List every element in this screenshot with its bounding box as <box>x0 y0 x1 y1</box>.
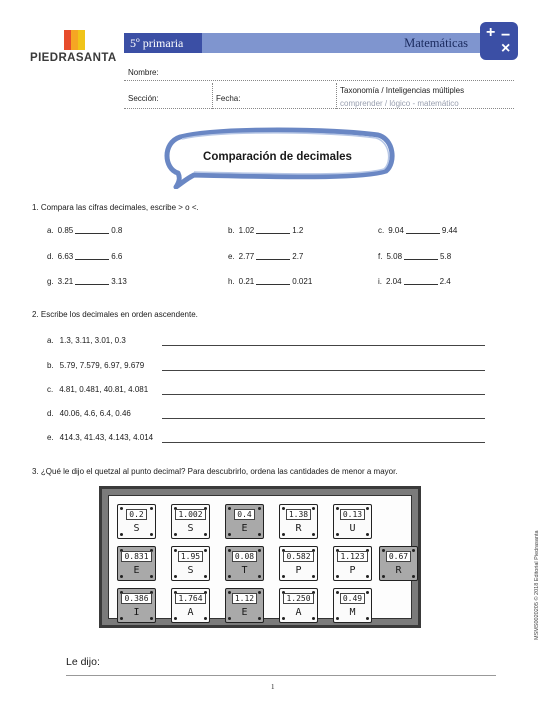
card-number: 1.123 <box>337 551 367 562</box>
item-label: h. <box>228 277 235 286</box>
left-value: 5.08 <box>386 252 403 261</box>
answer-line[interactable] <box>162 442 485 443</box>
answer-blank[interactable] <box>256 259 290 260</box>
right-value: 6.6 <box>111 252 123 261</box>
card-letter: S <box>187 565 194 576</box>
compare-item <box>47 252 122 261</box>
card-number: 0.386 <box>121 593 151 604</box>
card-number: 1.38 <box>286 509 311 520</box>
answer-blank[interactable] <box>75 284 109 285</box>
card-letter: A <box>187 607 194 618</box>
right-value: 9.44 <box>441 226 458 235</box>
plus-minus-times-icon: + − × <box>480 22 518 60</box>
page-number: 1 <box>271 683 275 691</box>
card-letter: E <box>133 565 140 576</box>
exercise-1-prompt: 1. Compara las cifras decimales, escribe > o <. <box>32 203 199 212</box>
decimal-card <box>117 546 156 581</box>
card-board-inner <box>108 495 412 619</box>
item-label: i. <box>378 277 382 286</box>
section-label: Sección: <box>128 94 159 103</box>
right-value: 2.4 <box>439 277 451 286</box>
right-value: 1.2 <box>292 226 304 235</box>
card-letter: U <box>349 523 356 534</box>
taxonomy-value: comprender / lógico - matemático <box>340 99 459 108</box>
left-value: 6.63 <box>57 252 74 261</box>
compare-item <box>378 252 451 261</box>
decimal-card <box>379 546 418 581</box>
answer-blank[interactable] <box>404 284 438 285</box>
right-value: 2.7 <box>292 252 304 261</box>
card-number: 1.002 <box>175 509 205 520</box>
decimal-card <box>171 504 210 539</box>
date-label: Fecha: <box>216 94 241 103</box>
answer-line[interactable] <box>162 418 485 419</box>
card-number: 0.4 <box>234 509 254 520</box>
answer-line[interactable] <box>162 394 485 395</box>
left-value: 2.04 <box>386 277 402 286</box>
card-number: 0.67 <box>386 551 411 562</box>
order-item <box>47 385 148 394</box>
decimal-card <box>171 588 210 623</box>
decimal-card <box>333 546 372 581</box>
item-label: e. <box>228 252 235 261</box>
item-label: e. <box>47 433 54 442</box>
right-value: 0.8 <box>111 226 123 235</box>
page-title: Comparación de decimales <box>203 151 352 163</box>
answer-blank[interactable] <box>404 259 438 260</box>
book-logo-icon <box>64 30 86 50</box>
compare-item <box>378 277 451 286</box>
card-letter: I <box>133 607 140 618</box>
decimal-card <box>279 546 318 581</box>
order-item <box>47 409 131 418</box>
card-number: 0.13 <box>340 509 365 520</box>
answer-line[interactable] <box>162 345 485 346</box>
card-letter: R <box>395 565 402 576</box>
decimal-card <box>225 588 264 623</box>
card-letter: E <box>241 523 248 534</box>
exercise-2-prompt: 2. Escribe los decimales en orden ascendente. <box>32 310 198 319</box>
compare-item <box>228 277 312 286</box>
card-letter: P <box>295 565 302 576</box>
card-letter: S <box>187 523 194 534</box>
item-label: c. <box>378 226 385 235</box>
item-label: g. <box>47 277 54 286</box>
divider <box>212 83 213 109</box>
grade-label: 5º primaria <box>124 33 202 53</box>
item-label: f. <box>378 252 383 261</box>
item-label: b. <box>228 226 235 235</box>
left-value: 0.21 <box>238 277 255 286</box>
compare-item <box>378 226 457 235</box>
left-value: 1.02 <box>238 226 255 235</box>
decimal-card <box>171 546 210 581</box>
decimal-card <box>117 504 156 539</box>
item-values: 40.06, 4.6, 6.4, 0.46 <box>59 409 131 418</box>
item-label: c. <box>47 385 54 394</box>
compare-item <box>228 226 303 235</box>
divider <box>336 83 337 109</box>
card-number: 1.95 <box>178 551 203 562</box>
decimal-card <box>225 504 264 539</box>
left-value: 3.21 <box>57 277 74 286</box>
compare-item <box>228 252 303 261</box>
decimal-card <box>117 588 156 623</box>
card-number: 1.250 <box>283 593 313 604</box>
left-value: 0.85 <box>57 226 74 235</box>
item-label: d. <box>47 409 54 418</box>
decimal-card <box>333 504 372 539</box>
card-number: 0.582 <box>283 551 313 562</box>
item-label: a. <box>47 336 54 345</box>
card-letter: T <box>241 565 248 576</box>
name-label: Nombre: <box>128 68 159 77</box>
item-label: a. <box>47 226 54 235</box>
card-letter: M <box>349 607 356 618</box>
item-label: b. <box>47 361 54 370</box>
card-number: 1.12 <box>232 593 257 604</box>
decimal-card <box>225 546 264 581</box>
card-number: 0.08 <box>232 551 257 562</box>
order-item <box>47 433 153 442</box>
piedrasanta-logo <box>30 30 124 70</box>
item-label: d. <box>47 252 54 261</box>
card-board <box>99 486 421 628</box>
item-values: 5.79, 7.579, 6.97, 9.679 <box>59 361 145 370</box>
brand-name: PIEDRASANTA <box>30 52 117 64</box>
card-letter: S <box>133 523 140 534</box>
side-copyright: MSMS0020205 © 2018 Editorial Piedrasanta <box>534 530 540 640</box>
decimal-card <box>279 504 318 539</box>
section-date-field[interactable] <box>124 108 514 109</box>
subject-label: Matemáticas <box>404 36 468 50</box>
card-letter: P <box>349 565 356 576</box>
decimal-card <box>279 588 318 623</box>
item-values: 1.3, 3.11, 3.01, 0.3 <box>59 336 126 345</box>
card-number: 0.831 <box>121 551 151 562</box>
exercise-3-prompt: 3. ¿Qué le dijo el quetzal al punto decimal? Para descubrirlo, ordena las cantidades de menor a mayor. <box>32 467 398 476</box>
card-number: 1.764 <box>175 593 205 604</box>
compare-item <box>47 277 127 286</box>
answer-blank[interactable] <box>406 233 440 234</box>
right-value: 0.021 <box>292 277 313 286</box>
card-letter: A <box>295 607 302 618</box>
left-value: 2.77 <box>238 252 255 261</box>
answer-blank[interactable] <box>75 259 109 260</box>
card-number: 0.49 <box>340 593 365 604</box>
answer-label: Le dijo: <box>66 656 100 668</box>
card-number: 0.2 <box>126 509 146 520</box>
card-letter: E <box>241 607 248 618</box>
answer-line[interactable] <box>162 370 485 371</box>
item-values: 4.81, 0.481, 40.81, 4.081 <box>59 385 149 394</box>
item-values: 414.3, 41.43, 4.143, 4.014 <box>59 433 154 442</box>
taxonomy-label: Taxonomía / Inteligencias múltiples <box>340 86 465 95</box>
order-item <box>47 336 126 345</box>
answer-blank[interactable] <box>256 284 290 285</box>
answer-blank[interactable] <box>75 233 109 234</box>
right-value: 5.8 <box>440 252 452 261</box>
card-letter: R <box>295 523 302 534</box>
order-item <box>47 361 144 370</box>
compare-item <box>47 226 122 235</box>
answer-blank[interactable] <box>256 233 290 234</box>
decimal-card <box>333 588 372 623</box>
left-value: 9.04 <box>388 226 404 235</box>
answer-line[interactable] <box>66 675 496 676</box>
right-value: 3.13 <box>111 277 127 286</box>
header-bar <box>124 33 514 53</box>
name-field[interactable] <box>124 80 514 81</box>
